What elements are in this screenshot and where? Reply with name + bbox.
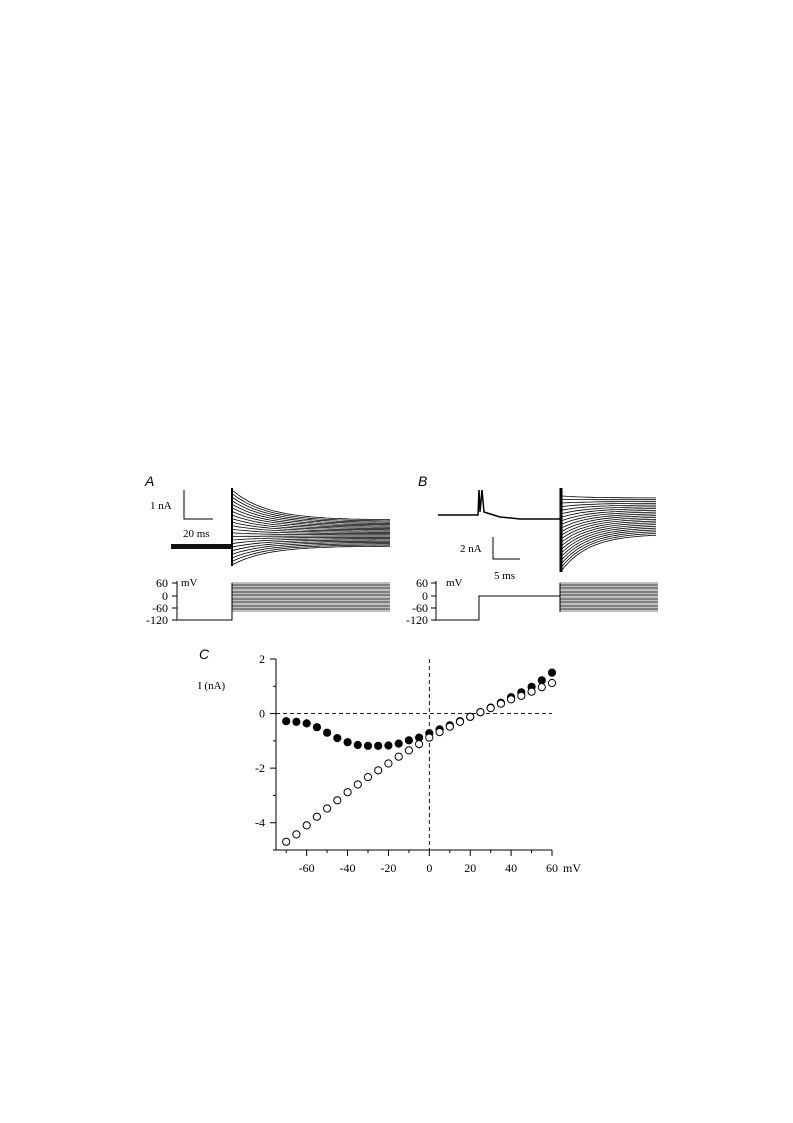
panel-b-current-trace	[562, 496, 656, 498]
panel-b-voltage-unit: mV	[446, 577, 463, 589]
y-tick-label: -4	[255, 815, 265, 830]
filled-data-point	[354, 741, 361, 748]
panel-a-voltage-axis	[172, 581, 177, 621]
open-data-point	[508, 696, 515, 703]
filled-data-point	[303, 720, 310, 727]
panel-b-protocol-prepulse	[437, 596, 560, 620]
open-data-point	[375, 767, 382, 774]
open-data-point	[313, 813, 320, 820]
filled-data-point	[293, 718, 300, 725]
open-data-point	[426, 734, 433, 741]
filled-data-point	[395, 740, 402, 747]
panel-b	[406, 473, 658, 627]
filled-data-point	[538, 677, 545, 684]
filled-data-point	[405, 737, 412, 744]
open-data-point	[344, 789, 351, 796]
open-data-point	[364, 774, 371, 781]
panel-a-current-traces	[232, 488, 390, 566]
open-data-point	[303, 822, 310, 829]
filled-data-point	[364, 742, 371, 749]
y-tick-label: 0	[259, 706, 265, 721]
panel-a-current-trace	[232, 546, 390, 565]
panel-a-vtick-neg60: -60	[152, 601, 168, 615]
panel-b-letter: B	[418, 473, 428, 489]
open-data-point	[497, 700, 504, 707]
panel-b-scale-current: 2 nA	[460, 543, 482, 555]
panel-a-baseline-trace	[171, 544, 232, 549]
filled-data-point	[385, 742, 392, 749]
open-data-point	[293, 831, 300, 838]
open-data-point	[538, 684, 545, 691]
iv-chart	[255, 652, 558, 875]
open-data-point	[518, 692, 525, 699]
x-tick-label: 20	[464, 861, 477, 875]
panel-a-current-trace	[232, 490, 390, 520]
panel-a-voltage-unit: mV	[181, 577, 198, 589]
open-data-point	[324, 805, 331, 812]
open-data-point	[548, 679, 555, 686]
filled-data-point	[375, 742, 382, 749]
panel-b-scale-time: 5 ms	[494, 570, 516, 582]
chart-y-label: I (nA)	[198, 680, 226, 692]
panel-a-vtick-0: 0	[162, 589, 168, 603]
filled-data-point	[334, 735, 341, 742]
panel-b-vtick-0: 0	[422, 589, 428, 603]
filled-data-point	[324, 729, 331, 736]
open-data-point	[283, 838, 290, 845]
open-data-point	[334, 797, 341, 804]
filled-data-point	[283, 718, 290, 725]
filled-data-point	[313, 724, 320, 731]
panel-a-protocol-lines	[232, 583, 390, 611]
open-data-point	[354, 781, 361, 788]
panel-b-voltage-axis	[431, 581, 436, 621]
open-data-point	[436, 729, 443, 736]
panel-b-current-trace	[562, 502, 656, 504]
panel-a-scale-bar	[184, 490, 213, 519]
y-tick-label: -2	[255, 761, 265, 776]
x-tick-label: 60	[546, 861, 558, 875]
open-data-point	[385, 760, 392, 767]
panel-a-vtick-60: 60	[156, 576, 168, 590]
panel-b-vtick-neg120: -120	[406, 613, 428, 627]
panel-b-vtick-neg60: -60	[412, 601, 428, 615]
panel-a-scale-time: 20 ms	[183, 528, 210, 540]
y-tick-label: 2	[259, 652, 265, 666]
panel-a	[144, 473, 390, 627]
open-data-point	[446, 723, 453, 730]
panel-b-vtick-60: 60	[416, 576, 428, 590]
open-data-point	[395, 753, 402, 760]
panel-b-current-traces	[562, 496, 656, 570]
open-data-point	[528, 688, 535, 695]
open-data-point	[416, 741, 423, 748]
panel-b-scale-bar	[493, 537, 520, 559]
chart-x-unit: mV	[563, 861, 581, 875]
x-tick-label: -20	[380, 861, 397, 875]
x-tick-label: -40	[339, 861, 356, 875]
x-tick-label: 40	[505, 861, 518, 875]
filled-data-point	[548, 669, 555, 676]
panel-a-scale-current: 1 nA	[150, 500, 172, 512]
open-data-point	[487, 705, 494, 712]
panel-a-vtick-neg120: -120	[146, 613, 168, 627]
panel-b-protocol-lines	[560, 583, 658, 612]
panel-a-letter: A	[145, 473, 155, 489]
panel-a-current-trace	[232, 545, 390, 562]
open-data-point	[456, 718, 463, 725]
open-data-point	[477, 709, 484, 716]
open-data-point	[467, 713, 474, 720]
panel-b-prepulse-trace	[438, 490, 560, 519]
filled-data-point	[344, 739, 351, 746]
panel-c	[198, 646, 581, 875]
x-tick-label: 0	[426, 861, 433, 875]
x-tick-label: -60	[298, 861, 315, 875]
open-data-point	[405, 747, 412, 754]
panel-c-letter: C	[199, 646, 210, 662]
